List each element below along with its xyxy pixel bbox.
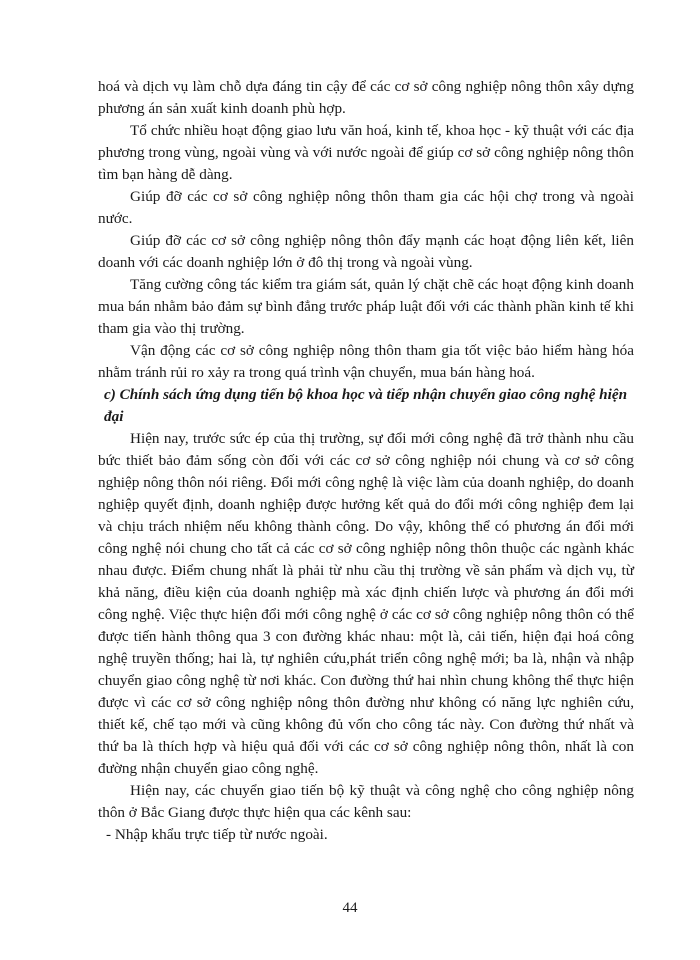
list-item-import: - Nhập khẩu trực tiếp từ nước ngoài. — [106, 826, 328, 843]
page-number: 44 — [342, 900, 358, 916]
paragraph-technology-renewal: Hiện nay, trước sức ép của thị trường, sự đổi mới công nghệ đã trở thành nhu cầu bức thiết bảo đảm sống còn đối với các cơ sở công nghiệp nói chung và cơ sở công nghiệp nông thôn nói riêng. Đổi mới công nghệ là việc làm của doanh nghiệp, do doanh nghiệp quyết định, doanh nghiệp được hưởng kết quả do đổi mới công nghiệp đem lại và chịu trách nhiệm nếu không thành công. Do vậy, không thể có phương án đổi mới công nghệ nói chung cho tất cả các cơ sở công nghiệp nông thôn thuộc các ngành khác nhau được. Điểm chung nhất là phải từ nhu cầu thị trường về sản phẩm và dịch vụ, từ khả năng, điều kiện của doanh nghiệp mà xác định chiến lược và phương án đổi mới công nghệ. Việc thực hiện đổi mới công nghệ ở các cơ sở công nghiệp nông thôn có thể được tiến hành thông qua 3 con đường khác nhau: một là, cải tiến, hiện đại hoá công nghệ truyền thống; hai là, tự nghiên cứu,phát triển công nghệ mới; ba là, nhận và nhập chuyển giao công nghệ từ nơi khác. Con đường thứ hai nhìn chung không thể thực hiện được vì các cơ sở công nghiệp nông thôn đường như không có năng lực nghiên cứu, thiết kế, chế tạo mới và cũng không đủ vốn cho công tác này. Con đường thứ nhất và thứ ba là thích hợp và hiệu quả đối với các cơ sở công nghiệp nông thôn, nhất là con đường nhận chuyển giao công nghệ. — [98, 430, 634, 777]
document-page — [98, 76, 634, 846]
paragraph-insurance: Vận động các cơ sở công nghiệp nông thôn tham gia tốt việc bảo hiểm hàng hóa nhằm tránh rủi ro xảy ra trong quá trình vận chuyển, mua bán hàng hoá. — [98, 342, 634, 381]
paragraph-exchange-activities: Tổ chức nhiều hoạt động giao lưu văn hoá, kinh tế, khoa học - kỹ thuật với các địa phương trong vùng, ngoài vùng và với nước ngoài để giúp cơ sở công nghiệp nông thôn tìm bạn hàng dễ dàng. — [98, 122, 634, 183]
paragraph-trade-fairs: Giúp đỡ các cơ sở công nghiệp nông thôn tham gia các hội chợ trong và ngoài nước. — [98, 188, 634, 227]
section-heading: c) Chính sách ứng dụng tiến bộ khoa học và tiếp nhận chuyển giao công nghệ hiện đại — [104, 386, 628, 425]
paragraph-continuation: hoá và dịch vụ làm chỗ dựa đáng tin cậy để các cơ sở công nghiệp nông thôn xây dựng phương án sản xuất kinh doanh phù hợp. — [98, 78, 634, 117]
paragraph-supervision: Tăng cường công tác kiểm tra giám sát, quản lý chặt chẽ các hoạt động kinh doanh mua bán nhằm bảo đảm sự bình đẳng trước pháp luật đối với các thành phần kinh tế khi tham gia vào thị trường. — [98, 276, 634, 337]
paragraph-joint-ventures: Giúp đỡ các cơ sở công nghiệp nông thôn đẩy mạnh các hoạt động liên kết, liên doanh với các doanh nghiệp lớn ở đô thị trong và ngoài vùng. — [98, 232, 634, 271]
paragraph-transfer-channels: Hiện nay, các chuyển giao tiến bộ kỹ thuật và công nghệ cho công nghiệp nông thôn ở Bắc Giang được thực hiện qua các kênh sau: — [98, 782, 634, 821]
